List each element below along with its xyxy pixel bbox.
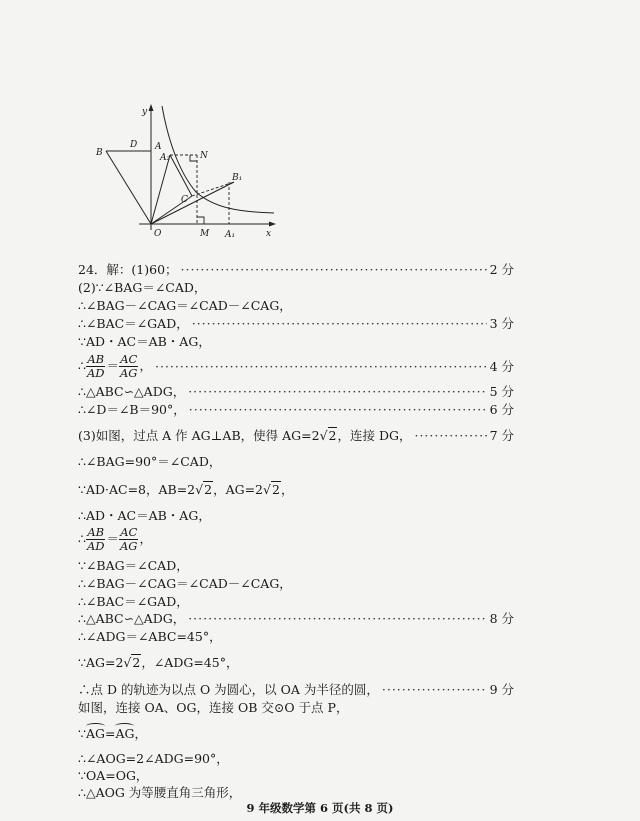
solution-line-1 <box>78 262 514 277</box>
line-text: ∵OA=OG， <box>78 768 149 783</box>
segment-oa <box>151 155 170 224</box>
line-text: ∵AG=2√2，∠ADG=45°， <box>78 655 239 670</box>
segment-ac <box>170 155 192 196</box>
line-text: ∴△ABC∽△ADG， <box>78 611 186 626</box>
solution-line-9 <box>78 428 514 443</box>
score-mark: 7 分 <box>489 428 514 443</box>
solution-line-12 <box>78 508 514 523</box>
label-b1: B₁ <box>232 173 243 183</box>
solution-line-8 <box>78 402 514 417</box>
solution-line-18 <box>78 629 514 644</box>
fraction-ac-ag: $\frac{AC}{AG}$ <box>120 524 138 553</box>
line-text: ∴∠BAC＝∠GAD， <box>78 316 189 331</box>
y-axis-arrow-icon <box>149 104 154 111</box>
line-text: ∴△AOG 为等腰直角三角形， <box>78 785 242 800</box>
line-text: ∴∠D＝∠B＝90°， <box>78 402 186 417</box>
line-text: ∵∠BAG＝∠CAD， <box>78 558 189 573</box>
label-d: D <box>130 140 138 150</box>
label-c: C <box>181 195 188 205</box>
sqrt-2: √2 <box>319 428 337 443</box>
score-mark: 9 分 <box>489 682 514 697</box>
solution-line-2 <box>78 280 514 295</box>
solution-line-11 <box>78 482 514 497</box>
right-angle-mark-n <box>190 155 197 161</box>
line-text: ∴∠BAC＝∠GAD， <box>78 594 189 609</box>
dashed-cb1 <box>192 182 234 196</box>
line-text: 如图，连接 OA、OG，连接 OB 交⊙O 于点 P， <box>78 700 349 715</box>
arc-ag: AG <box>115 726 135 741</box>
solution-line-22 <box>78 726 514 741</box>
line-text: ∴点 D 的轨迹为以点 O 为圆心，以 OA 为半径的圆， <box>78 682 379 697</box>
line-text: ∵AD・AC＝AB・AG， <box>78 334 211 349</box>
label-b: B <box>96 148 103 158</box>
label-a2: A₂ <box>160 153 171 163</box>
leader-dots <box>155 359 487 374</box>
solution-line-10 <box>78 454 514 469</box>
leader-dots <box>188 611 486 626</box>
line-text: (2)∵∠BAG＝∠CAD， <box>78 280 207 295</box>
solution-line-4 <box>78 316 514 331</box>
solution-line-14 <box>78 558 514 573</box>
score-mark: 3 分 <box>489 316 514 331</box>
page-footer: 9 年级数学第 6 页(共 8 页) <box>246 801 394 815</box>
sqrt-2: √2 <box>123 655 141 670</box>
segment-ob <box>106 151 151 224</box>
score-mark: 8 分 <box>489 611 514 626</box>
score-mark: 2 分 <box>489 262 514 277</box>
label-m: M <box>200 229 210 239</box>
solution-line-20 <box>78 682 514 697</box>
leader-dots <box>414 428 486 443</box>
line-text: ∴ $\frac{AB}{AD}$ ＝ $\frac{AC}{AG}$ ， <box>78 524 153 553</box>
solution-line-23 <box>78 751 514 766</box>
line-text: ∴AD・AC＝AB・AG， <box>78 508 211 523</box>
leader-dots <box>382 682 487 697</box>
score-mark: 6 分 <box>489 402 514 417</box>
leader-dots <box>189 402 487 417</box>
line-text: 24．解：(1)60； <box>78 262 178 277</box>
sqrt-2: √2 <box>195 482 213 497</box>
leader-dots <box>181 262 487 277</box>
line-text: ∴∠BAG－∠CAG＝∠CAD－∠CAG， <box>78 576 292 591</box>
solution-line-25 <box>78 785 514 800</box>
solution-line-21 <box>78 700 514 715</box>
solution-line-15 <box>78 576 514 591</box>
score-mark: 4 分 <box>489 358 514 374</box>
x-axis-arrow-icon <box>269 222 276 227</box>
line-text: ∴∠ADG＝∠ABC=45°， <box>78 629 222 644</box>
line-text: ∴ $\frac{AB}{AD}$ ＝ $\frac{AC}{AG}$ ， <box>78 351 153 380</box>
label-a1: A₁ <box>225 230 236 240</box>
hyperbola-curve <box>162 106 274 213</box>
line-text: ∴∠BAG=90°＝∠CAD， <box>78 454 222 469</box>
line-text: ∵AG=AG， <box>78 726 147 741</box>
line-text: ∴△ABC∽△ADG， <box>78 384 186 399</box>
line-text: ∴∠AOG=2∠ADG=90°， <box>78 751 229 766</box>
arc-ag: AG <box>85 726 105 741</box>
label-n: N <box>200 151 208 161</box>
label-a: A <box>155 142 162 152</box>
right-angle-mark-m <box>197 217 204 224</box>
coordinate-figure <box>84 100 279 240</box>
solution-line-13 <box>78 526 514 552</box>
line-text: ∴∠BAG－∠CAG＝∠CAD－∠CAG， <box>78 298 292 313</box>
fraction-ac-ag: $\frac{AC}{AG}$ <box>120 351 138 380</box>
solution-line-6 <box>78 353 514 379</box>
solution-line-17 <box>78 611 514 626</box>
fraction-ab-ad: $\frac{AB}{AD}$ <box>86 351 105 380</box>
label-o: O <box>154 229 162 239</box>
solution-line-5 <box>78 334 514 349</box>
line-text: ∵AD·AC=8，AB=2√2，AG=2√2， <box>78 482 294 497</box>
solution-line-7 <box>78 384 514 399</box>
score-mark: 5 分 <box>489 384 514 399</box>
sqrt-2: √2 <box>263 482 280 497</box>
label-x: x <box>266 229 272 239</box>
solution-line-19 <box>78 655 514 670</box>
fraction-ab-ad: $\frac{AB}{AD}$ <box>86 524 105 553</box>
line-text: (3)如图，过点 A 作 AG⊥AB，使得 AG=2√2，连接 DG， <box>78 428 412 443</box>
label-y: y <box>142 107 148 117</box>
solution-line-24 <box>78 768 514 783</box>
leader-dots <box>188 384 486 399</box>
solution-line-3 <box>78 298 514 313</box>
leader-dots <box>192 316 487 331</box>
solution-line-16 <box>78 594 514 609</box>
